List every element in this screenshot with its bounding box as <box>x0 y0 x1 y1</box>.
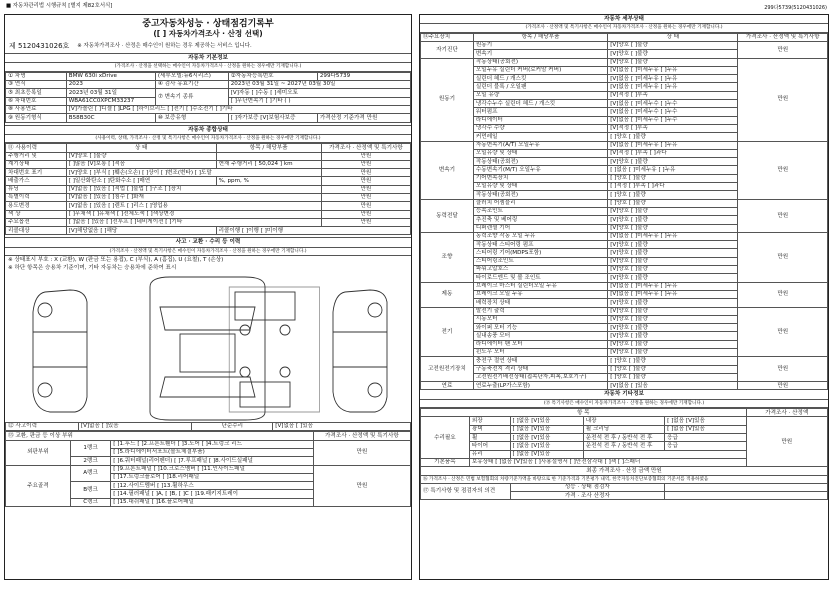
other-row: 타이어 [ ]없음 [V]있음 운전석 전 후 / 동반석 전 후 응급 <box>421 442 828 450</box>
general-status-header: ⑪ 사용이력 상 태 항목 / 해당부품 가격조사 · 산정액 및 특기사항 <box>6 144 411 152</box>
status-legend: ※ 상태표시 부호 : X (교환), W (판금 또는 용접), C (부식), A (흠집), U (요철), T (손상) <box>8 257 224 264</box>
detail-item: 브레이크 오일 누유 <box>473 290 607 298</box>
detail-item: 스티어링 기어(MDPS포함) <box>473 249 607 257</box>
detail-item: 작동상태(공회전) <box>473 158 607 166</box>
detail-status: [ ]없음 [ ]미세누유 [ ]누유 <box>608 166 738 174</box>
exchange-row: [ ]5.라디에이터서포트(볼트체결부품) <box>6 448 411 456</box>
detail-row <box>421 141 828 149</box>
exchange-row: 2랭크 [ ]6.쿼터패널(리어펜더) [ ]7.루프패널 [ ]8.사이드실패널 <box>6 457 411 465</box>
general-row: 특별이력 [V]없음 [ ]있음 [ ]침수 [ ]화재 만원 <box>6 193 411 201</box>
car-side-right <box>333 290 387 412</box>
detail-price: 만원 <box>738 232 828 282</box>
other-header: 항 목 가격조사 · 산정액 <box>421 409 828 417</box>
detail-item: 오일유량 및 상태 <box>473 183 607 191</box>
detail-item: 배력장치 상태 <box>473 299 607 307</box>
other-row-basic: 기본품목 보유상태 [ ]없음 [V]있음 [ ]사용설명서 [ ]안전삼각대 [ ]잭 [ ]스패너 <box>421 458 828 466</box>
detail-item: 라디에이터 팬 모터 <box>473 340 607 348</box>
doc-number: 제 5120431026호 <box>9 41 70 50</box>
detail-item: 연료누출(LP가스포함) <box>473 382 607 390</box>
detail-status: [V]없음 [ ]미세누유 [ ]누유 <box>608 282 738 290</box>
detail-price: 만원 <box>738 282 828 307</box>
detail-row <box>421 199 828 207</box>
detail-item: 변속기 <box>473 50 607 58</box>
detail-status: [V]양호 [ ]불량 <box>608 307 738 315</box>
detail-item: 시동모터 <box>473 315 607 323</box>
detail-item: 냉각수누수 실린더 헤드 / 개스킷 <box>473 100 607 108</box>
detail-item: 실내송풍 모터 <box>473 332 607 340</box>
detail-status: [V]양호 [ ]불량 <box>608 266 738 274</box>
exchange-row: [ ]17.트렁크플로어 [ ]18.리어패널 <box>6 473 411 481</box>
report-subtitle: ([ ] 자동차가격조사 · 산정 선택) <box>153 29 263 39</box>
detail-item: 오일유량 및 상태 <box>473 149 607 157</box>
detail-item: 오일누유 실린더 커버(로커암 커버) <box>473 66 607 74</box>
detail-status: [V]없음 [ ]미세누유 [ ]누유 <box>608 83 738 91</box>
accident-note: (가격조사 · 산정액 및 특기사항은 매수인이 자동차가격조사 · 산정을 원하는 경우에만 기재합니다.) <box>5 248 411 256</box>
detail-section-name: 연료 <box>421 382 474 390</box>
detail-item: 냉각수 수량 <box>473 124 607 132</box>
detail-item: 와이퍼 모터 기능 <box>473 324 607 332</box>
detail-status: [V]양호 [ ]불량 <box>608 348 738 356</box>
detail-status: [V]양호 [ ]불량 <box>608 274 738 282</box>
basic-row-vin: ⑥ 차대번호 WBA61CC0XPCM33237 [ ]무단변속기 [ ]기타 ( ) <box>6 97 411 105</box>
detail-item: 발전기 출력 <box>473 307 607 315</box>
general-status-table <box>5 143 411 235</box>
general-row: 용도변경 [V]없음 [ ]있음 [ ]렌트 [ ]리스 [ ]영업용 만원 <box>6 202 411 210</box>
detail-status: [V]양호 [ ]불량 <box>608 224 738 232</box>
detail-status: [V]양호 [ ]불량 <box>608 58 738 66</box>
detail-status: [V]없음 [ ]미세누유 [ ]누유 <box>608 141 738 149</box>
detail-row <box>421 357 828 365</box>
general-row: 리콜대상 [V]해당없음 [ ]해당 리콜이행 [ ]이행 [ ]미이행 <box>6 227 411 235</box>
final-amount-row: 최종 가격조사 · 산정 금액 만원 <box>421 467 828 475</box>
general-row: 계기상태 [ ]많음 [V]보통 [ ]적음 현재 주행거리 [ 50,024 ] km 만원 <box>6 160 411 168</box>
detail-row <box>421 307 828 315</box>
basic-info-section <box>5 53 411 122</box>
basic-row-fuel: ⑧ 사용연료 [V]가솔린 [ ]디젤 [ ]LPG [ ]하이브리드 [ ]전기 [ ]수소전기 [ ]기타 <box>6 105 411 113</box>
detail-note: (가격조사 · 산정액 및 특기사항은 매수인이 자동차가격조사 · 산정을 원하는 경우에만 기재합니다.) <box>420 24 828 32</box>
general-status-title: 자동차 종합상태 <box>5 126 411 135</box>
report-title: 중고자동차성능 · 상태점검기록부 <box>142 19 274 29</box>
detail-item: 실린더 헤드 / 개스킷 <box>473 75 607 83</box>
other-row: 휠 [ ]없음 [V]있음 운전석 전 후 / 동반석 전 후 응급 <box>421 434 828 442</box>
detail-status: [V]양호 [ ]불량 <box>608 216 738 224</box>
detail-status: [V]양호 [ ]불량 <box>608 50 738 58</box>
basic-row-engine: ⑨ 원동기형식 B58B30C ⑩ 보증유형 [ ]자가보증 [V]보험사보증 가격산정 기준가격 만원 <box>6 114 411 122</box>
detail-item: 작동상태(공회전) <box>473 191 607 199</box>
detail-status: [V]없음 [ ]미세누유 [ ]누유 <box>608 75 738 83</box>
other-info-title: 자동차 기타정보 <box>420 390 828 399</box>
other-row: 유리 [ ]없음 [V]있음 <box>421 450 828 458</box>
other-row: 광택 [ ]없음 [V]있음 휠 크리닝 [ ]없음 [V]있음 <box>421 425 828 433</box>
exchange-row: 주요골격 A랭크 [ ]9.프론트패널 [ ]10.크로스멤버 [ ]11.인사이드패널 만원 <box>6 465 411 473</box>
general-row: 튜닝 [V]없음 [ ]있음 [ ]적법 [ ]불법 [ ]구조 [ ]장치 만원 <box>6 185 411 193</box>
basic-info-title: 자동차 기본정보 <box>5 54 411 63</box>
detail-status: [V]없음 [ ]미세누수 [ ]누수 <box>608 116 738 124</box>
detail-status: [V]적정 [ ]부족 <box>608 124 738 132</box>
detail-price: 만원 <box>738 199 828 232</box>
detail-row <box>421 382 828 390</box>
detail-row <box>421 42 828 50</box>
detail-status: [V]적정 [ ]부족 [ ]과다 <box>608 149 738 157</box>
basic-info-table <box>5 72 411 123</box>
general-row: 주요옵션 [ ]없음 [ ]있음 [ ]선루프 [ ]네비게이션 [ ]기타 만원 <box>6 218 411 226</box>
detail-row <box>421 58 828 66</box>
right-column <box>419 14 829 580</box>
exchange-row: C랭크 [ ]15.대쉬패널 [ ]16.플로어패널 <box>6 498 411 506</box>
detail-status: [V]없음 [ ]미세누유 [ ]누유 <box>608 290 738 298</box>
detail-status: [V]양호 [ ]불량 <box>608 315 738 323</box>
detail-item: 윈도우 모터 <box>473 348 607 356</box>
detail-status: [ ]양호 [ ]불량 <box>608 373 738 381</box>
other-row: 수리필요 외장 [ ]없음 [V]있음 내장 [ ]없음 [V]있음 만원 <box>421 417 828 425</box>
detail-item: 브레이크 마스터 실린더오일 누유 <box>473 282 607 290</box>
detail-item: 작동상태 스티어링 펌프 <box>473 241 607 249</box>
detail-status: [V]양호 [ ]불량 <box>608 158 738 166</box>
detail-item: 추진축 및 베어링 <box>473 216 607 224</box>
detail-status: [V]적정 [ ]부족 <box>608 91 738 99</box>
detail-item: 구동축전지 격리 상태 <box>473 365 607 373</box>
basic-info-note: (가격조사 · 산정을 선택하는 매수인이 자동차가격조사 · 산정을 원하는 경우에만 기재합니다.) <box>5 63 411 71</box>
detail-status: [V]양호 [ ]불량 <box>608 207 738 215</box>
detail-section-name: 제동 <box>421 282 474 307</box>
detail-item: 동력조향 작동 오일 누유 <box>473 232 607 240</box>
accident-history-row: ⑫ 사고이력 [V]없음 [ ]있음 단순수리 [V]없음 [ ]있음 <box>6 423 411 431</box>
detail-status: [V]없음 [ ]미세누수 [ ]누수 <box>608 108 738 116</box>
detail-price: 만원 <box>738 357 828 382</box>
document-id: 299다5739(5120431026) <box>764 5 827 11</box>
detail-item: 스티어링조인트 <box>473 257 607 265</box>
exchange-header: ⑬ 교환, 판금 등 이상 부위 가격조사 · 산정액 및 특기사항 <box>6 432 411 440</box>
detail-price: 만원 <box>738 58 828 141</box>
detail-row <box>421 282 828 290</box>
detail-item: 타이로드엔드 및 볼 조인트 <box>473 274 607 282</box>
general-row: 주행거리 및 [V]양호 [ ]불량 만원 <box>6 152 411 160</box>
detail-item: 파워고압호스 <box>473 266 607 274</box>
detail-price: 만원 <box>738 307 828 357</box>
status-legend-note: ※ 하단 항목은 승용차 기준이며, 기타 자동차는 승용차에 준하여 표시 <box>8 264 177 271</box>
detail-status: [ ]적정 [ ]부족 [ ]과다 <box>608 183 738 191</box>
accident-title: 사고 · 교환 · 수리 등 이력 <box>5 238 411 247</box>
exchange-row: [ ]14.필러패널 [ ]A, [ ]B, [ ]C [ ]19.패키지트레이 <box>6 490 411 498</box>
general-status-section <box>5 125 411 236</box>
detail-status: [ ]양호 [ ]불량 <box>608 199 738 207</box>
detail-item: 워터펌프 <box>473 108 607 116</box>
accident-history-table <box>5 422 411 431</box>
opinion-row: ⑰ 특기사항 및 점검자의 의견 성능 · 상태 점검자 <box>421 483 828 491</box>
general-status-note: (사용이력, 상태, 가격조사 · 산정 및 특기사항은 매수인이 자동차가격조사 · 산정을 원하는 경우에만 기재합니다.) <box>5 135 411 143</box>
exchange-row: B랭크 [ ]12.사이드멤버 [ ]13.휠하우스 <box>6 482 411 490</box>
detail-status: [ ]양호 [ ]불량 <box>608 133 738 141</box>
left-column <box>4 14 412 580</box>
detail-item: 기어변속장치 <box>473 174 607 182</box>
detail-status: [ ]양호 [ ]불량 <box>608 357 738 365</box>
detail-status: [ ]양호 [ ]불량 <box>608 365 738 373</box>
car-chassis-view <box>229 287 319 412</box>
form-note: ■ 자동차관리법 시행규칙 [별지 제82호서식] <box>6 3 113 9</box>
detail-status: [V]없음 [ ]미세누수 [ ]누수 <box>608 100 738 108</box>
detail-section-name: 고전원전기장치 <box>421 357 474 382</box>
detail-status: [V]양호 [ ]불량 <box>608 241 738 249</box>
detail-status: [V]없음 [ ]미세누유 [ ]누유 <box>608 232 738 240</box>
detail-price: 만원 <box>738 141 828 199</box>
doc-number-row <box>9 42 407 50</box>
detail-status: [ ]양호 [ ]불량 <box>608 191 738 199</box>
detail-item: 수동변속기(M/T) 오일누유 <box>473 166 607 174</box>
detail-item: 자동변속기(A/T) 오일누유 <box>473 141 607 149</box>
detail-item: 디퍼렌셜 기어 <box>473 224 607 232</box>
detail-item: 등속조인트 <box>473 207 607 215</box>
car-top-view <box>150 277 265 420</box>
car-diagram <box>5 272 411 422</box>
accident-section <box>5 237 411 507</box>
detail-section-name: 동력전달 <box>421 199 474 232</box>
detail-status: [V]없음 [ ]있음 <box>608 382 738 390</box>
other-info-table <box>420 408 828 500</box>
detail-item: 라디에이터 <box>473 116 607 124</box>
detail-header: ⑭주요장치 항목 / 해당부품 상 태 가격조사 · 산정액 및 특기사항 <box>421 33 828 41</box>
detail-section-name: 원동기 <box>421 58 474 141</box>
detail-table <box>420 33 828 391</box>
detail-item: 충전구 절연 상태 <box>473 357 607 365</box>
general-row: 배출가스 [ ]일산화탄소 [ ]탄화수소 [ ]매연 %, ppm, % 만원 <box>6 177 411 185</box>
detail-status: [V]양호 [ ]불량 <box>608 340 738 348</box>
opinion-row: 가격 · 조사 산정자 <box>421 492 828 500</box>
detail-status: [V]양호 [ ]불량 <box>608 249 738 257</box>
detail-status: [V]양호 [ ]불량 <box>608 299 738 307</box>
general-row: 차대번호 표기 [V]양호 [ ]부식 [ ]훼손(오손) [ ]상이 [ ]변조(변타) [ ]도말 만원 <box>6 169 411 177</box>
basic-row-model: ① 차명 BMW 630i xDrive (세부모델:뉴6시리즈) ②자동차등록번호 299다5739 <box>6 72 411 80</box>
detail-item: 클러치 어셈블리 <box>473 199 607 207</box>
detail-item: 작동상태(공회전) <box>473 58 607 66</box>
detail-item: 커먼레일 <box>473 133 607 141</box>
detail-status: [V]없음 [ ]미세누유 [ ]누유 <box>608 66 738 74</box>
service-notice: ※ 자동차가격조사 · 산정은 매수인이 원하는 경우 제공하는 서비스 입니다. <box>77 42 252 49</box>
other-info-note: (⑮ 특기사항은 매수인이 자동차가격조사 · 산정을 원하는 경우에만 기재합니다.) <box>420 400 828 408</box>
detail-section-name: 자기진단 <box>421 42 474 59</box>
detail-item: 고전원전기배선상태(접속단자,피복,보호기구) <box>473 373 607 381</box>
detail-title: 자동차 세부상태 <box>420 15 828 24</box>
basic-row-first-reg: ⑤ 최초등록일 2023년 03월 31일 ⑦ 변속기 종류 [V]자동 [ ]수동 [ ]세미오토 <box>6 89 411 97</box>
detail-section-name: 변속기 <box>421 141 474 199</box>
detail-row <box>421 232 828 240</box>
basic-row-year: ③ 연식 2023 ④ 검사 유효기간 2023년 03월 31일 ~ 2027년 03월 30일 <box>6 81 411 89</box>
exchange-row: 외판부위 1랭크 [ ]1.후드 [ ]2.프론트휀더 [ ]3.도어 [ ]4.트렁크 리드 만원 <box>6 440 411 448</box>
exchange-table <box>5 431 411 507</box>
law-row: ⑯ 가격조사 · 산정은 민법 보험협회의 차량기준가액을 바탕으로 한 기준가격과 기본평가 내역, 한국자동차진단보증협회의 기준서를 적용하였음 <box>421 475 828 483</box>
other-info-section <box>420 390 828 500</box>
detail-item: 오일 유량 <box>473 91 607 99</box>
detail-item: 원동기 <box>473 42 607 50</box>
detail-status: [V]양호 [ ]불량 <box>608 257 738 265</box>
detail-price: 만원 <box>738 382 828 390</box>
detail-status: [ ]양호 [ ]불량 <box>608 174 738 182</box>
detail-section-name: 조향 <box>421 232 474 282</box>
general-row: 색 상 [ ]무채색 [ ]유채색 [ ]전체도색 [ ]색상변경 만원 <box>6 210 411 218</box>
detail-price: 만원 <box>738 42 828 59</box>
detail-section-name: 전기 <box>421 307 474 357</box>
car-side-left <box>33 290 87 412</box>
detail-status: [V]양호 [ ]불량 <box>608 332 738 340</box>
detail-status: [V]양호 [ ]불량 <box>608 42 738 50</box>
detail-item: 실린더 블록 / 오일팬 <box>473 83 607 91</box>
detail-status: [V]양호 [ ]불량 <box>608 324 738 332</box>
